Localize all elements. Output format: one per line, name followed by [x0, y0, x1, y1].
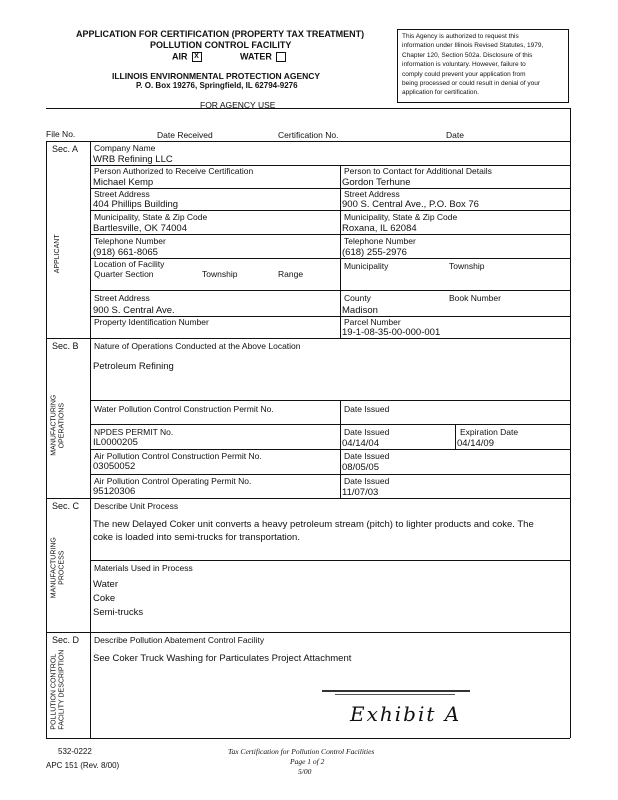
section-rule [46, 632, 570, 633]
county-label: County [344, 293, 371, 303]
signature-scribble-line [322, 690, 470, 692]
parcel-number-value[interactable]: 19-1-08-35-00-000-001 [342, 327, 441, 338]
material-item[interactable]: Coke [93, 593, 116, 604]
file-no-label: File No. [46, 129, 76, 139]
agency-name: ILLINOIS ENVIRONMENTAL PROTECTION AGENCY [112, 71, 321, 81]
agency-date-label: Date [446, 130, 464, 140]
township-label-2: Township [449, 261, 485, 271]
air-oper-value[interactable]: 95120306 [93, 486, 136, 497]
air-checkbox[interactable]: X [192, 52, 202, 62]
street-label-2: Street Address [344, 189, 400, 199]
street-value-2[interactable]: 900 S. Central Ave., P.O. Box 76 [342, 199, 479, 210]
book-number-label: Book Number [449, 293, 501, 303]
form-right-edge [570, 108, 571, 738]
sec-b-side-1: MANUFACTURING [50, 394, 58, 456]
row-rule [90, 188, 570, 189]
agency-use-title: FOR AGENCY USE [200, 100, 276, 110]
range-label: Range [278, 269, 304, 279]
sec-b-side-label [50, 396, 65, 456]
footer-title: Tax Certification for Pollution Control Facilities [228, 747, 375, 756]
water-date-label: Date Issued [344, 404, 390, 414]
person-contact-label: Person to Contact for Additional Details [344, 166, 492, 176]
phone-label-1: Telephone Number [94, 236, 166, 246]
parcel-id-label: Property Identification Number [94, 317, 209, 327]
privacy-notice-line: information is voluntary. However, failure to [402, 61, 526, 69]
privacy-notice-line: information under Illinois Revised Statutes, 1979, [402, 42, 544, 50]
privacy-notice-line: Chapter 120, Section 502a. Disclosure of this [402, 51, 533, 59]
expiration-label: Expiration Date [460, 427, 519, 437]
municipality-label: Municipality [344, 261, 389, 271]
material-item[interactable]: Semi-trucks [93, 607, 144, 618]
section-rule [46, 338, 570, 339]
unit-process-line2[interactable]: coke is loaded into semi-trucks for transportation. [93, 532, 300, 543]
sec-d-side-2: FACILITY DESCRIPTION [58, 649, 65, 730]
city-label-2: Municipality, State & Zip Code [344, 212, 458, 222]
row-rule [90, 234, 570, 235]
phone-value-1[interactable]: (918) 661-8065 [93, 247, 158, 258]
form-title-line2: POLLUTION CONTROL FACILITY [150, 40, 292, 50]
section-column-rule [90, 141, 91, 738]
npdes-label: NPDES PERMIT No. [94, 427, 174, 437]
person-cert-label: Person Authorized to Receive Certification [94, 166, 254, 176]
nature-value[interactable]: Petroleum Refining [93, 361, 174, 372]
sec-a-label: Sec. A [52, 144, 79, 154]
sec-c-label: Sec. C [52, 501, 80, 511]
form-title-line1: APPLICATION FOR CERTIFICATION (PROPERTY TAX TREATMENT) [76, 29, 365, 39]
exhibit-stamp: Exhibit A [350, 702, 462, 726]
sec-b-side-2: OPERATIONS [58, 403, 65, 449]
phone-label-2: Telephone Number [344, 236, 416, 246]
city-value-1[interactable]: Bartlesville, OK 74004 [93, 223, 187, 234]
form-code: 532-0222 [58, 747, 92, 756]
privacy-notice-line: comply could prevent your application from [402, 70, 526, 78]
air-label: AIR [172, 51, 188, 62]
street-label-1: Street Address [94, 189, 150, 199]
company-name-value[interactable]: WRB Refining LLC [93, 154, 173, 165]
air-const-date-value[interactable]: 08/05/05 [342, 462, 379, 473]
form-bottom-rule [46, 738, 570, 739]
agency-address: P. O. Box 19276, Springfield, IL 62794-9276 [136, 81, 298, 90]
air-const-date-label: Date Issued [344, 451, 390, 461]
column-rule [340, 165, 341, 338]
certification-no-label: Certification No. [278, 130, 339, 140]
person-cert-value[interactable]: Michael Kemp [93, 177, 154, 188]
privacy-notice-line: This Agency is authorized to request this [402, 33, 519, 40]
form-number: APC 151 (Rev. 8/00) [46, 761, 120, 770]
water-option [240, 52, 286, 62]
column-rule [455, 424, 456, 449]
row-rule [90, 210, 570, 211]
nature-label: Nature of Operations Conducted at the Above Location [94, 341, 301, 351]
sec-d-label: Sec. D [52, 635, 80, 645]
air-const-value[interactable]: 03050052 [93, 461, 136, 472]
air-oper-date-value[interactable]: 11/07/03 [342, 487, 379, 498]
section-rule [46, 498, 570, 499]
privacy-notice-line: application for certification. [402, 89, 479, 97]
person-contact-value[interactable]: Gordon Terhune [342, 177, 411, 188]
sec-d-side-label [50, 649, 65, 730]
location-label: Location of Facility [94, 259, 165, 269]
privacy-notice-box [397, 29, 569, 103]
abatement-label: Describe Pollution Abatement Control Facility [94, 635, 265, 645]
row-rule [90, 560, 570, 561]
township-label: Township [202, 269, 238, 279]
sec-b-label: Sec. B [52, 341, 79, 351]
phone-value-2[interactable]: (618) 255-2976 [342, 247, 407, 258]
company-name-label: Company Name [94, 143, 156, 153]
unit-process-line1[interactable]: The new Delayed Coker unit converts a heavy petroleum stream (pitch) to lighter products and coke. The [93, 519, 534, 530]
date-received-label: Date Received [157, 130, 213, 140]
row-rule [90, 290, 570, 291]
street-value-1[interactable]: 404 Phillips Building [93, 199, 179, 210]
signature-scribble-line [335, 694, 455, 695]
sec-c-side-2: PROCESS [58, 550, 65, 585]
expiration-value[interactable]: 04/14/09 [457, 438, 494, 449]
column-rule [340, 400, 341, 498]
materials-label: Materials Used in Process [94, 563, 193, 573]
form-left-edge [46, 141, 47, 738]
facility-street-label: Street Address [94, 293, 150, 303]
footer-page: Page 1 of 2 [290, 757, 325, 766]
row-rule [90, 424, 570, 425]
water-label: WATER [240, 51, 272, 62]
city-value-2[interactable]: Roxana, IL 62084 [342, 223, 417, 234]
quarter-section-label: Quarter Section [94, 269, 154, 279]
air-option [172, 52, 202, 62]
air-oper-label: Air Pollution Control Operating Permit No. [94, 476, 252, 486]
material-item[interactable]: Water [93, 579, 118, 590]
npdes-date-value[interactable]: 04/14/04 [342, 438, 379, 449]
row-rule [90, 400, 570, 401]
npdes-value[interactable]: IL0000205 [93, 437, 138, 448]
water-checkbox[interactable] [276, 52, 286, 62]
county-value[interactable]: Madison [342, 305, 378, 316]
air-oper-date-label: Date Issued [344, 476, 390, 486]
city-label-1: Municipality, State & Zip Code [94, 212, 208, 222]
facility-street-value[interactable]: 900 S. Central Ave. [93, 305, 175, 316]
sec-a-side-label: APPLICANT [54, 234, 62, 274]
abatement-value[interactable]: See Coker Truck Washing for Particulates Project Attachment [93, 653, 352, 664]
agency-top-rule [46, 108, 570, 109]
privacy-notice-line: being processed or could result in denial of your [402, 80, 541, 88]
air-const-label: Air Pollution Control Construction Permit No. [94, 451, 262, 461]
npdes-date-label: Date Issued [344, 427, 390, 437]
water-permit-label: Water Pollution Control Construction Permit No. [94, 404, 274, 414]
form-rule [46, 141, 570, 142]
footer-date: 5/00 [298, 767, 312, 776]
sec-c-side-1: MANUFACTURING [50, 537, 58, 599]
row-rule [90, 474, 570, 475]
sec-c-side-label [50, 536, 65, 600]
parcel-number-label: Parcel Number [344, 317, 401, 327]
row-rule [90, 449, 570, 450]
sec-d-side-1: POLLUTION CONTROL [50, 653, 58, 730]
unit-process-label: Describe Unit Process [94, 501, 179, 511]
privacy-notice-text [398, 30, 568, 100]
